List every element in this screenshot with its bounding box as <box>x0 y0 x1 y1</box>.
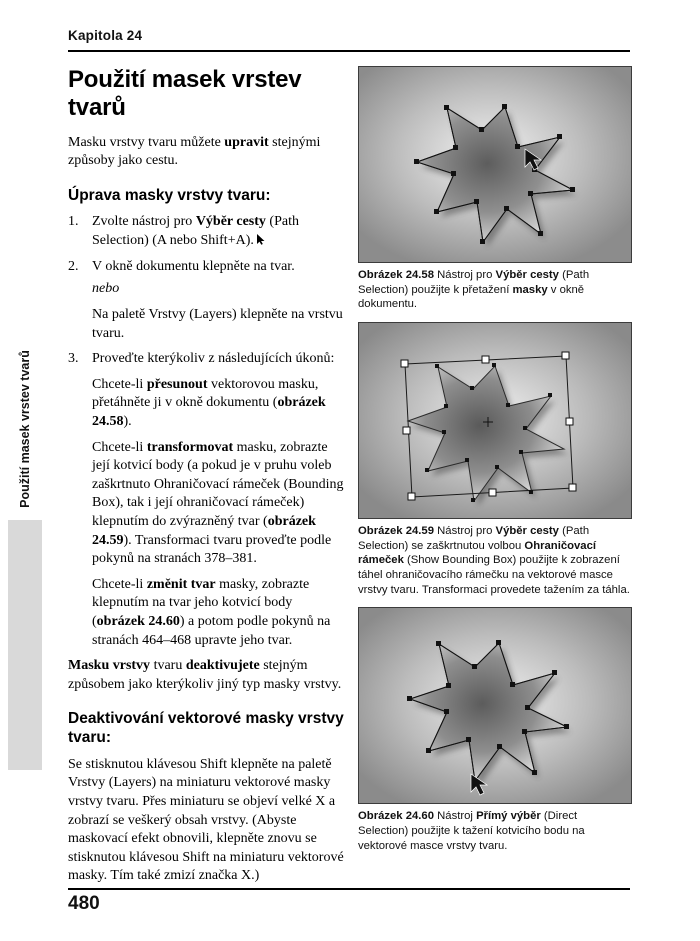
intro-part-c: stejnými způsoby jako cestu. <box>68 134 321 169</box>
figure-24-60-caption <box>358 809 630 853</box>
caption-b2: masky <box>512 283 548 296</box>
figure-24-58-image <box>358 66 632 263</box>
para-move-b: přesunout <box>146 376 208 392</box>
header-rule <box>68 50 630 52</box>
steps-list <box>68 213 346 368</box>
caption-label: Obrázek 24.58 <box>358 269 434 281</box>
step-number: 1. <box>68 214 79 230</box>
figure-24-59 <box>358 322 630 597</box>
footer-rule <box>68 888 630 890</box>
caption-t1: Nástroj <box>434 810 477 823</box>
figure-24-59-image <box>358 322 632 519</box>
step-number: 3. <box>68 351 79 367</box>
path-selection-cursor-icon <box>257 233 266 244</box>
step-number: 2. <box>68 258 79 274</box>
paragraph-deactivate <box>68 657 346 694</box>
caption-t2: (Path Selection) použijte k přetažení <box>358 269 590 296</box>
figure-24-59-caption <box>358 524 630 597</box>
caption-label: Obrázek 24.60 <box>358 810 434 823</box>
side-tab-label: Použití masek vrstev tvarů <box>18 350 32 508</box>
step-text-a: Proveďte kterýkoliv z následujících úkonů: <box>92 351 335 367</box>
step-text-c: Na paletě Vrstvy (Layers) klepněte na vrstvu tvaru. <box>92 306 343 341</box>
caption-t1: Nástroj pro <box>434 269 496 281</box>
para-change-b: změnit tvar <box>146 576 216 592</box>
para-deact-a: Masku vrstvy <box>68 658 151 674</box>
para-transform-d: obrázek 24.59 <box>92 514 316 548</box>
para-move-d: obrázek 24.58 <box>92 395 326 429</box>
paragraph-move <box>92 376 346 432</box>
step-text-c: (Path Selection) (A nebo Shift+A). <box>92 214 299 249</box>
caption-t1: Nástroj pro <box>434 525 496 538</box>
paragraph-change-shape <box>92 576 346 650</box>
step-text-nebo: nebo <box>92 281 120 297</box>
para-change-c: masky, zobrazte klepnutím na tvar jeho kotvicí body ( <box>92 576 310 630</box>
figures-column <box>358 66 630 863</box>
figure-24-60-image <box>358 607 632 804</box>
step-text-a: Zvolte nástroj pro <box>92 214 196 230</box>
section-heading-1: Úprava masky vrstvy tvaru: <box>68 186 271 204</box>
para-move-c: vektorovou masku, přetáhněte ji v okně dokumentu ( <box>92 376 319 411</box>
para-transform-e: ). Transformaci tvaru proveďte podle pokynů na stranách 378–381. <box>92 532 332 567</box>
para-deact-c: deaktivujete <box>185 658 260 674</box>
page-number: 480 <box>68 893 100 914</box>
step-text-a: V okně dokumentu klepněte na tvar. <box>92 258 295 274</box>
caption-label: Obrázek 24.59 <box>358 525 434 538</box>
main-text-column <box>68 66 346 895</box>
step-text-b: Výběr cesty <box>195 214 266 230</box>
caption-t3: v okně dokumentu. <box>358 283 585 311</box>
para-move-e: ). <box>123 413 132 429</box>
list-item <box>68 350 346 369</box>
caption-b2: Ohraničovací rámeček <box>358 539 596 567</box>
caption-b1: Přímý výběr <box>476 810 541 823</box>
figure-24-58-caption <box>358 268 630 312</box>
para-deact-d: stejným způsobem jako kterýkoliv jiný typ masky vrstvy. <box>68 658 342 692</box>
para-transform-a: Chcete-li <box>92 439 147 455</box>
list-item <box>68 258 346 343</box>
caption-t3: (Show Bounding Box) použijte k zobrazení táhel ohraničovacího rámečku na vektorové masce vrstvy tvaru. Transformaci provedete tažením za táhla. <box>358 554 630 596</box>
figure-24-58 <box>358 66 630 312</box>
para-change-e: ) a potom podle pokynů na stranách 464–468 upravte jeho tvar. <box>92 614 331 648</box>
running-head: Kapitola 24 <box>68 28 143 43</box>
section-2-body: Se stisknutou klávesou Shift klepněte na paletě Vrstvy (Layers) na miniaturu vektorové masky vrstvy tvaru. Přes miniaturu se objeví velké X a zobrazí se veškerý obsah vrstvy. (Abyste maskovací efekt obnovili, klepněte znovu se stisknutou klávesou Shift na miniaturu vektorové masky. Tím také zmizí značka X.) <box>68 756 344 884</box>
side-tab <box>8 520 42 770</box>
paragraph-transform <box>92 439 346 569</box>
para-transform-b: transformovat <box>146 439 234 455</box>
figure-24-60 <box>358 607 630 853</box>
caption-t2: (Direct Selection) použijte k tažení kotvicího bodu na vektorové masce vrstvy tvaru. <box>358 810 585 852</box>
section-heading-2: Deaktivování vektorové masky vrstvy tvaru: <box>68 710 344 747</box>
para-deact-b: tvaru <box>150 658 186 674</box>
caption-t2: (Path Selection) se zaškrtnutou volbou <box>358 525 590 552</box>
para-move-a: Chcete-li <box>92 376 147 392</box>
intro-paragraph <box>68 134 346 171</box>
caption-b1: Výběr cesty <box>495 269 559 281</box>
intro-part-a: Masku vrstvy tvaru můžete <box>68 134 225 150</box>
para-change-d: obrázek 24.60 <box>96 614 180 630</box>
page-title: Použití masek vrstev tvarů <box>68 66 302 121</box>
para-transform-c: masku, zobrazte její kotvicí body (a pokud je v pruhu voleb zaškrtnuto Ohraničovací rámeček (Bounding Box), tak i její ohraničovací rámeček) klepnutím do zvýrazněný tvar ( <box>92 439 344 529</box>
intro-part-b: upravit <box>224 134 269 150</box>
sub-paragraphs <box>68 376 346 651</box>
para-change-a: Chcete-li <box>92 576 147 592</box>
caption-b1: Výběr cesty <box>495 525 559 538</box>
list-item <box>68 213 346 250</box>
